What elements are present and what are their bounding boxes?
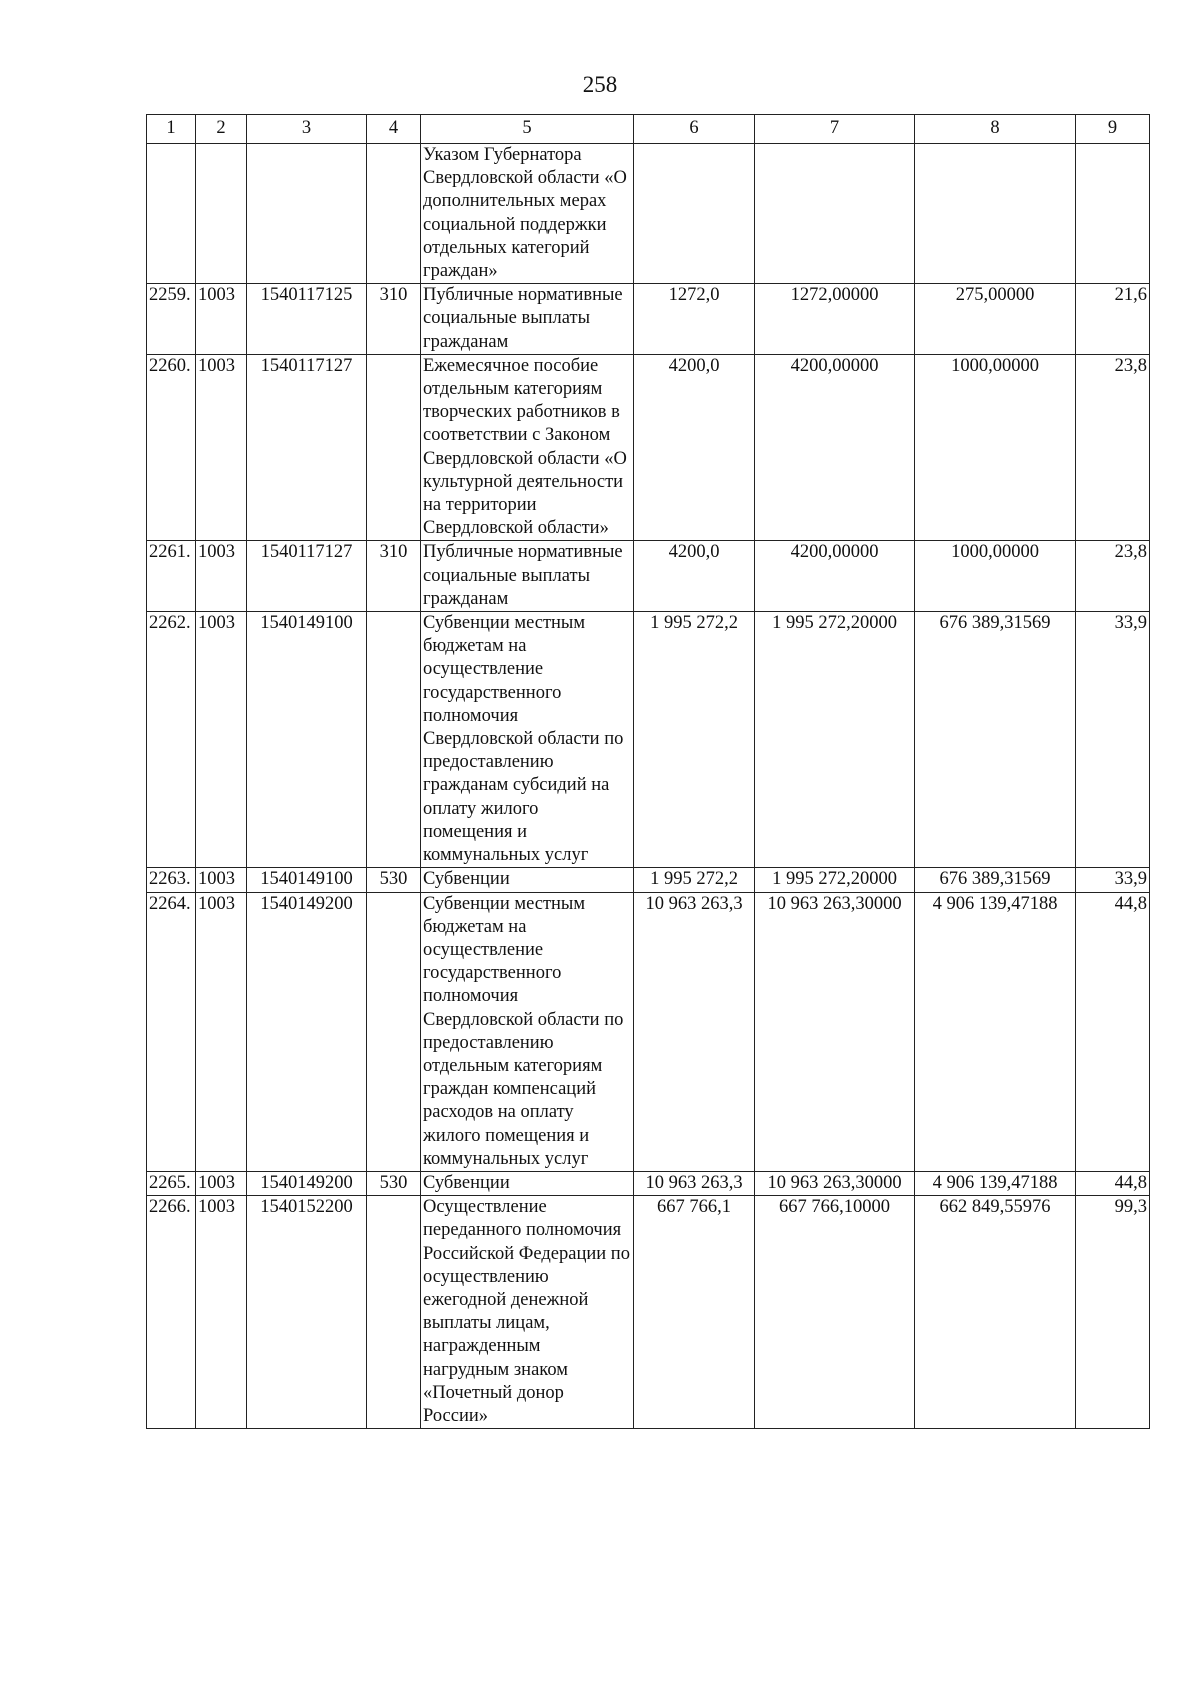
- section-code-cell: 1003: [196, 354, 247, 541]
- budget-list-amount-cell: [755, 144, 915, 284]
- budget-list-amount-cell: 1 995 272,20000: [755, 612, 915, 868]
- table-row: [147, 868, 1150, 892]
- executed-amount-cell: 275,00000: [915, 284, 1076, 355]
- description-cell: Публичные нормативные социальные выплаты гражданам: [421, 284, 634, 355]
- executed-amount-cell: [915, 144, 1076, 284]
- approved-amount-cell: 10 963 263,3: [634, 892, 755, 1171]
- target-article-cell: 1540117127: [247, 354, 367, 541]
- execution-percent-cell: 44,8: [1076, 1171, 1150, 1195]
- approved-amount-cell: 1 995 272,2: [634, 612, 755, 868]
- table-row: [147, 1196, 1150, 1429]
- expense-type-cell: [367, 1196, 421, 1429]
- description-cell: Субвенции местным бюджетам на осуществление государственного полномочия Свердловской области по предоставлению гражданам субсидий на оплату жилого помещения и коммунальных услуг: [421, 612, 634, 868]
- target-article-cell: 1540149200: [247, 892, 367, 1171]
- executed-amount-cell: 676 389,31569: [915, 868, 1076, 892]
- execution-percent-cell: 99,3: [1076, 1196, 1150, 1429]
- column-header: 6: [634, 115, 755, 144]
- table-row: [147, 144, 1150, 284]
- page-number: 258: [582, 72, 618, 97]
- description-cell: Публичные нормативные социальные выплаты гражданам: [421, 541, 634, 612]
- expense-type-cell: [367, 354, 421, 541]
- description-cell: Указом Губернатора Свердловской области «О дополнительных мерах социальной поддержки отдельных категорий граждан»: [421, 144, 634, 284]
- execution-percent-cell: 23,8: [1076, 354, 1150, 541]
- table-body: [147, 144, 1150, 1429]
- target-article-cell: 1540117127: [247, 541, 367, 612]
- budget-list-amount-cell: 10 963 263,30000: [755, 892, 915, 1171]
- approved-amount-cell: 10 963 263,3: [634, 1171, 755, 1195]
- target-article-cell: 1540152200: [247, 1196, 367, 1429]
- column-header: 5: [421, 115, 634, 144]
- section-code-cell: 1003: [196, 892, 247, 1171]
- column-header: 4: [367, 115, 421, 144]
- execution-percent-cell: 23,8: [1076, 541, 1150, 612]
- section-code-cell: 1003: [196, 1196, 247, 1429]
- execution-percent-cell: [1076, 144, 1150, 284]
- expense-type-cell: 310: [367, 284, 421, 355]
- column-header: 9: [1076, 115, 1150, 144]
- column-header: 7: [755, 115, 915, 144]
- row-number-cell: 2264.: [147, 892, 196, 1171]
- budget-list-amount-cell: 1 995 272,20000: [755, 868, 915, 892]
- header-row: [147, 115, 1150, 144]
- column-header: 1: [147, 115, 196, 144]
- row-number-cell: 2263.: [147, 868, 196, 892]
- execution-percent-cell: 33,9: [1076, 612, 1150, 868]
- target-article-cell: [247, 144, 367, 284]
- row-number-cell: 2259.: [147, 284, 196, 355]
- table-row: [147, 1171, 1150, 1195]
- description-cell: Ежемесячное пособие отдельным категориям творческих работников в соответствии с Законом Свердловской области «О культурной деятельности на территории Свердловской области»: [421, 354, 634, 541]
- table-row: [147, 541, 1150, 612]
- table-row: [147, 354, 1150, 541]
- table-row: [147, 892, 1150, 1171]
- section-code-cell: 1003: [196, 612, 247, 868]
- target-article-cell: 1540149100: [247, 868, 367, 892]
- target-article-cell: 1540149100: [247, 612, 367, 868]
- approved-amount-cell: 4200,0: [634, 354, 755, 541]
- description-cell: Субвенции: [421, 868, 634, 892]
- executed-amount-cell: 4 906 139,47188: [915, 892, 1076, 1171]
- column-header: 3: [247, 115, 367, 144]
- budget-table: [146, 114, 1150, 1429]
- executed-amount-cell: 676 389,31569: [915, 612, 1076, 868]
- row-number-cell: 2262.: [147, 612, 196, 868]
- section-code-cell: 1003: [196, 868, 247, 892]
- row-number-cell: [147, 144, 196, 284]
- description-cell: Осуществление переданного полномочия Российской Федерации по осуществлению ежегодной денежной выплаты лицам, награжденным нагрудным знаком «Почетный донор России»: [421, 1196, 634, 1429]
- target-article-cell: 1540149200: [247, 1171, 367, 1195]
- description-cell: Субвенции местным бюджетам на осуществление государственного полномочия Свердловской области по предоставлению отдельным категориям граждан компенсаций расходов на оплату жилого помещения и коммунальных услуг: [421, 892, 634, 1171]
- expense-type-cell: [367, 144, 421, 284]
- column-header: 2: [196, 115, 247, 144]
- executed-amount-cell: 1000,00000: [915, 354, 1076, 541]
- table-row: [147, 284, 1150, 355]
- section-code-cell: 1003: [196, 541, 247, 612]
- section-code-cell: 1003: [196, 1171, 247, 1195]
- expense-type-cell: [367, 612, 421, 868]
- row-number-cell: 2261.: [147, 541, 196, 612]
- expense-type-cell: [367, 892, 421, 1171]
- budget-list-amount-cell: 4200,00000: [755, 354, 915, 541]
- table-header: [147, 115, 1150, 144]
- execution-percent-cell: 21,6: [1076, 284, 1150, 355]
- execution-percent-cell: 33,9: [1076, 868, 1150, 892]
- section-code-cell: 1003: [196, 284, 247, 355]
- row-number-cell: 2260.: [147, 354, 196, 541]
- approved-amount-cell: [634, 144, 755, 284]
- target-article-cell: 1540117125: [247, 284, 367, 355]
- approved-amount-cell: 1 995 272,2: [634, 868, 755, 892]
- executed-amount-cell: 1000,00000: [915, 541, 1076, 612]
- expense-type-cell: 310: [367, 541, 421, 612]
- budget-list-amount-cell: 667 766,10000: [755, 1196, 915, 1429]
- budget-list-amount-cell: 10 963 263,30000: [755, 1171, 915, 1195]
- column-header: 8: [915, 115, 1076, 144]
- expense-type-cell: 530: [367, 868, 421, 892]
- budget-list-amount-cell: 4200,00000: [755, 541, 915, 612]
- approved-amount-cell: 1272,0: [634, 284, 755, 355]
- expense-type-cell: 530: [367, 1171, 421, 1195]
- row-number-cell: 2265.: [147, 1171, 196, 1195]
- executed-amount-cell: 662 849,55976: [915, 1196, 1076, 1429]
- row-number-cell: 2266.: [147, 1196, 196, 1429]
- section-code-cell: [196, 144, 247, 284]
- executed-amount-cell: 4 906 139,47188: [915, 1171, 1076, 1195]
- description-cell: Субвенции: [421, 1171, 634, 1195]
- execution-percent-cell: 44,8: [1076, 892, 1150, 1171]
- table-row: [147, 612, 1150, 868]
- budget-list-amount-cell: 1272,00000: [755, 284, 915, 355]
- approved-amount-cell: 667 766,1: [634, 1196, 755, 1429]
- approved-amount-cell: 4200,0: [634, 541, 755, 612]
